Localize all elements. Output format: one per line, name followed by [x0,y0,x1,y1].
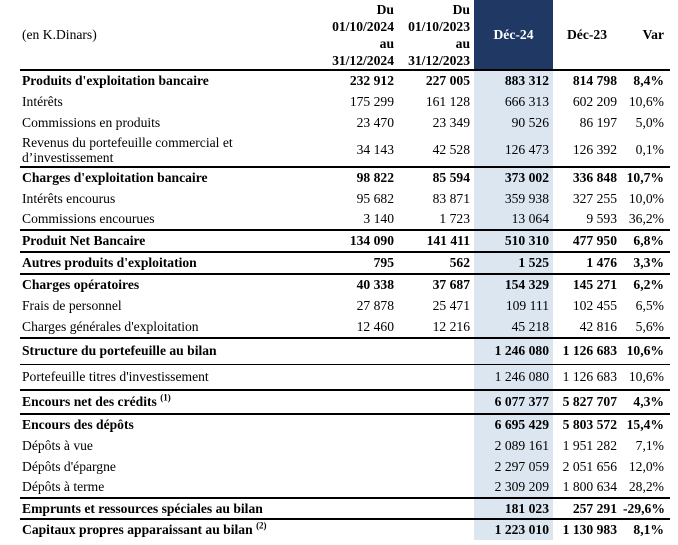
row-label-text: Structure du portefeuille au bilan [22,343,217,359]
row-label [20,364,306,390]
row-label-text: Autres produits d'exploitation [22,255,197,270]
cell-dec23 [553,209,621,230]
cell-q24 [306,316,398,338]
cell-dec24-text: 45 218 [511,318,549,334]
footnote-marker: (1) [160,392,171,403]
cell-q23-text: 85 594 [432,170,470,185]
table-row [20,209,670,230]
table-row [20,456,670,477]
row-label-text: Portefeuille titres d'investissement [22,368,209,384]
cell-dec24 [474,230,553,252]
header-dec23: Déc-23 [566,26,607,42]
cell-dec23-text: 1 130 983 [562,522,617,537]
cell-var [621,188,670,209]
table-row [20,519,670,540]
row-label [20,316,306,338]
cell-dec24-text: 181 023 [504,500,549,516]
row-label-text: Produit Net Bancaire [22,233,146,248]
cell-q24-text: 98 822 [356,170,394,185]
row-label [20,456,306,477]
cell-q23 [398,390,474,414]
cell-q23-text: 562 [449,255,470,270]
cell-var-text: 10,6% [628,93,664,109]
cell-var-text: 5,0% [635,114,664,130]
cell-var [621,364,670,390]
cell-q24 [306,252,398,274]
cell-q24 [306,435,398,456]
row-label [20,167,306,188]
header-q24-line: au [379,36,394,51]
row-label [20,435,306,456]
cell-var [621,414,670,435]
cell-q24-text: 27 878 [356,297,394,313]
cell-var-text: -29,6% [623,500,665,516]
table-row [20,70,670,91]
cell-dec23-text: 336 848 [572,170,617,185]
cell-dec23 [553,91,621,112]
cell-q23 [398,338,474,364]
cell-q24 [306,133,398,167]
cell-q23 [398,295,474,316]
table-row [20,91,670,112]
row-label [20,414,306,435]
cell-q23-text: 83 871 [432,190,470,206]
cell-q24-text: 175 299 [349,93,394,109]
table-row [20,390,670,414]
cell-dec24-text: 373 002 [504,170,549,185]
cell-dec24-text: 359 938 [504,190,549,206]
cell-dec23 [553,338,621,364]
row-label-text: Charges d'exploitation bancaire [22,170,208,185]
cell-dec23-text: 602 209 [572,93,617,109]
row-label [20,274,306,295]
cell-dec23 [553,70,621,91]
cell-dec24 [474,274,553,295]
cell-q23 [398,188,474,209]
cell-q23 [398,498,474,519]
cell-q23 [398,252,474,274]
header-q23-line: au [455,36,470,51]
cell-dec23-text: 42 816 [579,318,617,334]
cell-dec23-text: 5 803 572 [562,417,617,432]
cell-dec23-text: 814 798 [572,73,617,88]
cell-dec24-text: 883 312 [504,73,549,88]
cell-var-text: 28,2% [628,479,664,494]
unit-label: (en K.Dinars) [22,26,97,42]
cell-dec23 [553,390,621,414]
cell-dec23 [553,364,621,390]
cell-var [621,167,670,188]
cell-dec24-text: 13 064 [511,211,549,226]
header-q23-line: 31/12/2023 [408,53,470,68]
row-label [20,209,306,230]
cell-dec24 [474,338,553,364]
table-row [20,316,670,338]
cell-dec23 [553,498,621,519]
cell-dec24 [474,133,553,167]
table-body [20,70,670,540]
cell-q23 [398,133,474,167]
cell-var [621,456,670,477]
cell-var [621,209,670,230]
cell-dec23-text: 1 800 634 [562,479,617,494]
header-q24-line: 01/10/2024 [332,19,394,34]
cell-q24 [306,295,398,316]
cell-var-text: 6,8% [633,233,664,248]
cell-dec24-text: 1 246 080 [494,368,549,384]
cell-q23 [398,274,474,295]
cell-q23-text: 12 216 [432,318,470,334]
cell-var [621,91,670,112]
cell-q24 [306,498,398,519]
cell-dec23-text: 145 271 [572,277,617,292]
cell-dec23-text: 1 476 [586,255,617,270]
cell-dec24 [474,112,553,133]
cell-dec23-text: 9 593 [586,211,617,226]
cell-var-text: 4,3% [633,394,664,409]
cell-q23 [398,477,474,498]
cell-dec24 [474,477,553,498]
cell-var-text: 7,1% [635,437,664,453]
cell-dec24-text: 154 329 [504,277,549,292]
row-label-text: Encours des dépôts [22,417,134,432]
cell-dec24 [474,435,553,456]
row-label-text: Commissions encourues [22,211,155,226]
cell-dec23 [553,252,621,274]
row-label-text: Emprunts et ressources spéciales au bilan [22,500,263,516]
cell-q23-text: 37 687 [432,277,470,292]
cell-dec23-text: 257 291 [572,500,617,516]
cell-q24-text: 3 140 [363,211,394,226]
cell-dec24-text: 6 077 377 [494,394,549,409]
cell-dec24 [474,209,553,230]
cell-q24 [306,70,398,91]
cell-dec23-text: 86 197 [579,114,617,130]
cell-var [621,295,670,316]
row-label-text: Revenus du portefeuille commercial et d’investissement [22,134,233,165]
cell-q23-text: 161 128 [425,93,470,109]
cell-dec24-text: 666 313 [504,93,549,109]
table-row [20,477,670,498]
row-label-text: Intérêts [22,93,63,109]
cell-q24 [306,390,398,414]
row-label [20,133,306,167]
table-row [20,252,670,274]
cell-q23 [398,70,474,91]
cell-var [621,498,670,519]
cell-dec24-text: 2 297 059 [494,458,549,474]
cell-q24-text: 95 682 [356,190,394,206]
header-q23-line: 01/10/2023 [408,19,470,34]
cell-q24 [306,477,398,498]
cell-dec23 [553,133,621,167]
cell-var-text: 12,0% [628,458,664,474]
cell-q23-text: 227 005 [425,73,470,88]
cell-q23-text: 23 349 [432,114,470,130]
cell-dec24 [474,414,553,435]
cell-dec24 [474,252,553,274]
cell-q24-text: 795 [373,255,394,270]
cell-dec23-text: 1 126 683 [562,343,617,359]
row-label [20,112,306,133]
header-var: Var [642,26,664,42]
table-row [20,274,670,295]
footnote-marker: (2) [256,520,267,531]
table-header [20,0,670,70]
cell-var-text: 10,6% [628,368,664,384]
cell-var-text: 10,7% [626,170,664,185]
cell-dec24-text: 2 309 209 [494,479,549,494]
cell-var [621,230,670,252]
cell-q23-text: 141 411 [426,233,470,248]
cell-q23 [398,519,474,540]
cell-q23 [398,435,474,456]
cell-dec23-text: 2 051 656 [562,458,617,474]
table-row [20,230,670,252]
cell-dec24 [474,519,553,540]
cell-dec24-text: 1 525 [518,255,549,270]
table-row [20,498,670,519]
cell-q24 [306,209,398,230]
cell-var-text: 36,2% [628,211,664,226]
cell-dec23 [553,456,621,477]
header-dec24: Déc-24 [474,0,553,70]
row-label-text: Dépôts d'épargne [22,458,116,474]
cell-var [621,70,670,91]
cell-dec24 [474,498,553,519]
cell-dec23-text: 126 392 [572,141,617,157]
cell-var [621,112,670,133]
row-label-text: Produits d'exploitation bancaire [22,73,209,88]
cell-dec24 [474,316,553,338]
cell-var [621,133,670,167]
table-row [20,414,670,435]
row-label [20,338,306,364]
cell-var-text: 6,5% [635,297,664,313]
row-label [20,477,306,498]
header-q23-line: Du [452,2,470,17]
cell-q24-text: 40 338 [356,277,394,292]
cell-dec23-text: 327 255 [572,190,617,206]
cell-q24 [306,167,398,188]
table-row [20,133,670,167]
row-label-text: Dépôts à vue [22,437,93,453]
table-row [20,364,670,390]
cell-var-text: 0,1% [635,141,664,157]
cell-dec23 [553,230,621,252]
cell-q24 [306,230,398,252]
cell-q23 [398,209,474,230]
cell-dec24-text: 109 111 [505,297,549,313]
cell-dec23 [553,414,621,435]
cell-dec24-text: 1 246 080 [494,343,549,359]
cell-dec23 [553,274,621,295]
row-label-text: Commissions en produits [22,114,161,130]
cell-dec23-text: 102 455 [572,297,617,313]
cell-q24-text: 232 912 [349,73,394,88]
financial-table [20,0,670,540]
table-row [20,188,670,209]
cell-q24 [306,112,398,133]
cell-var [621,435,670,456]
cell-dec23 [553,167,621,188]
cell-q24 [306,91,398,112]
cell-var [621,338,670,364]
cell-dec24-text: 126 473 [504,141,549,157]
cell-dec23-text: 1 126 683 [562,368,617,384]
cell-dec24 [474,390,553,414]
cell-dec24-text: 510 310 [504,233,549,248]
row-label [20,295,306,316]
cell-q23 [398,456,474,477]
cell-dec24 [474,188,553,209]
cell-dec24 [474,91,553,112]
cell-q23-text: 25 471 [432,297,470,313]
cell-var-text: 10,0% [628,190,664,206]
cell-q24-text: 34 143 [356,141,394,157]
cell-q23 [398,167,474,188]
row-label-text: Intérêts encourus [22,190,116,206]
cell-dec24 [474,295,553,316]
table-row [20,112,670,133]
table-row [20,435,670,456]
cell-q24 [306,338,398,364]
row-label [20,70,306,91]
cell-dec23 [553,435,621,456]
cell-dec23-text: 1 951 282 [562,437,617,453]
cell-var-text: 6,2% [633,277,664,292]
cell-dec24-text: 90 526 [511,114,549,130]
cell-dec24-text: 2 089 161 [494,437,549,453]
cell-dec24 [474,456,553,477]
table-row [20,295,670,316]
row-label-text: Encours net des crédits [22,394,157,409]
cell-q24-text: 12 460 [356,318,394,334]
cell-q24-text: 134 090 [349,233,394,248]
cell-var [621,274,670,295]
row-label [20,91,306,112]
cell-dec23 [553,188,621,209]
cell-q24 [306,414,398,435]
cell-dec23 [553,316,621,338]
cell-dec23-text: 477 950 [572,233,617,248]
header-q23 [398,0,474,70]
cell-var [621,252,670,274]
cell-var [621,316,670,338]
row-label-text: Charges opératoires [22,277,140,292]
cell-q24 [306,188,398,209]
cell-dec24-text: 6 695 429 [494,417,549,432]
row-label-text: Charges générales d'exploitation [22,318,199,334]
row-label [20,390,306,414]
cell-var-text: 8,4% [633,73,664,88]
row-label [20,519,306,540]
cell-dec23 [553,519,621,540]
cell-var-text: 3,3% [633,255,664,270]
cell-dec23 [553,295,621,316]
header-q24-line: Du [376,2,394,17]
cell-q23 [398,364,474,390]
cell-q24 [306,519,398,540]
financial-table-container [20,0,670,540]
row-label-text: Capitaux propres apparaissant au bilan [22,522,253,537]
row-label [20,188,306,209]
table-row [20,338,670,364]
cell-q24-text: 23 470 [356,114,394,130]
cell-dec24 [474,364,553,390]
header-q24-line: 31/12/2024 [332,53,394,68]
cell-q24 [306,274,398,295]
cell-q23 [398,230,474,252]
table-row [20,167,670,188]
cell-q23 [398,112,474,133]
cell-var [621,477,670,498]
header-q24 [306,0,398,70]
cell-dec24 [474,167,553,188]
cell-var [621,519,670,540]
row-label [20,230,306,252]
cell-var-text: 15,4% [626,417,664,432]
cell-var-text: 10,6% [626,343,664,359]
cell-var [621,390,670,414]
cell-q23 [398,316,474,338]
cell-dec24-text: 1 223 010 [494,522,549,537]
cell-q24 [306,364,398,390]
row-label [20,498,306,519]
cell-dec23 [553,477,621,498]
cell-q23 [398,414,474,435]
cell-dec24 [474,70,553,91]
cell-dec23 [553,112,621,133]
cell-var-text: 5,6% [635,318,664,334]
row-label-text: Dépôts à terme [22,479,105,494]
cell-q23-text: 42 528 [432,141,470,157]
cell-q24 [306,456,398,477]
cell-q23 [398,91,474,112]
row-label [20,252,306,274]
cell-dec23-text: 5 827 707 [562,394,617,409]
cell-var-text: 8,1% [633,522,664,537]
cell-q23-text: 1 723 [439,211,470,226]
row-label-text: Frais de personnel [22,297,122,313]
